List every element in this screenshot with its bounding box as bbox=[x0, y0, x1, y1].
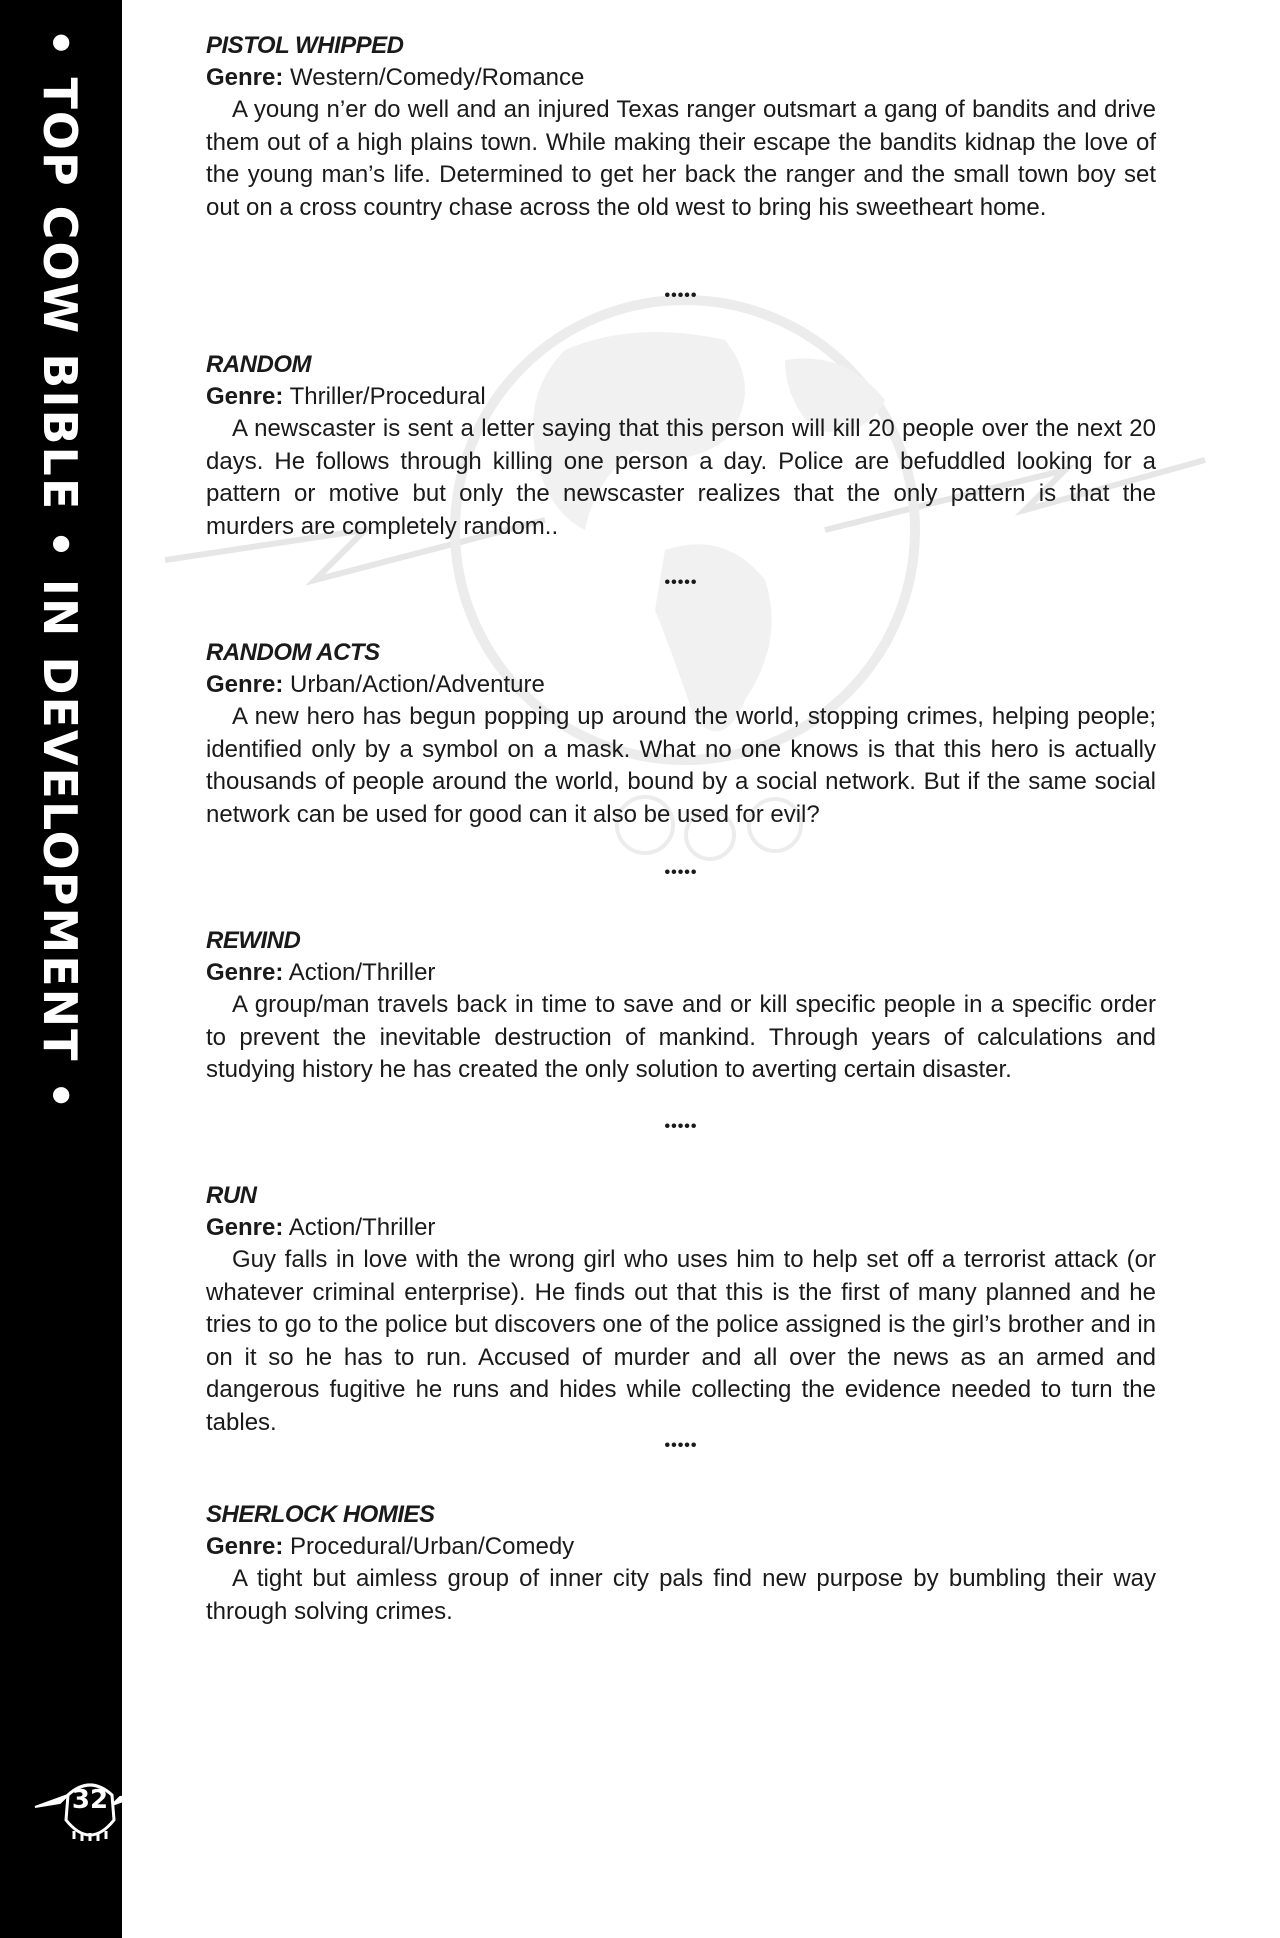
genre-label: Genre: bbox=[206, 1533, 284, 1560]
entry-title: RUN bbox=[206, 1182, 257, 1209]
genre-value: Thriller/Procedural bbox=[289, 383, 486, 410]
genre-label: Genre: bbox=[206, 959, 284, 986]
genre-label: Genre: bbox=[206, 671, 284, 698]
entry-title: RANDOM ACTS bbox=[206, 639, 380, 666]
separator: ••••• bbox=[664, 1118, 698, 1135]
genre-line bbox=[206, 1531, 1156, 1563]
separator: ••••• bbox=[664, 864, 698, 881]
entry-title: SHERLOCK HOMIES bbox=[206, 1501, 435, 1528]
entry-description: A group/man travels back in time to save and or kill specific people in a specific order to prevent the inevitable destruction of mankind. Through years of calculations and studying history he has created the only solution to averting certain disaster. bbox=[206, 991, 1156, 1083]
entry-random-acts bbox=[206, 637, 1156, 831]
entry-rewind bbox=[206, 925, 1156, 1087]
genre-line bbox=[206, 62, 1156, 94]
genre-value: Procedural/Urban/Comedy bbox=[290, 1533, 575, 1560]
genre-label: Genre: bbox=[206, 64, 284, 91]
genre-label: Genre: bbox=[206, 383, 284, 410]
genre-value: Action/Thriller bbox=[288, 1214, 436, 1241]
sidebar bbox=[0, 0, 122, 1938]
entry-description: A newscaster is sent a letter saying that this person will kill 20 people over the next 20 days. He follows through killing one person a day. Police are befuddled looking for a pattern or motive but only the newscaster realizes that the only pattern is that the murders are completely random.. bbox=[206, 415, 1156, 540]
genre-value: Western/Comedy/Romance bbox=[290, 64, 585, 91]
separator: ••••• bbox=[664, 1437, 698, 1454]
page-number: 32 bbox=[71, 1785, 109, 1815]
entry-run bbox=[206, 1180, 1156, 1439]
sidebar-title: • TOP COW BIBLE • IN DEVELOPMENT • bbox=[33, 28, 87, 1112]
entry-sherlock-homies bbox=[206, 1499, 1156, 1628]
genre-line bbox=[206, 669, 1156, 701]
genre-value: Action/Thriller bbox=[288, 959, 436, 986]
genre-value: Urban/Action/Adventure bbox=[290, 671, 545, 698]
entry-description: A young n’er do well and an injured Texas ranger outsmart a gang of bandits and drive them out of a high plains town. While making their escape the bandits kidnap the love of the young man’s life. Determined to get her back the ranger and the small town boy set out on a cross country chase across the old west to bring his sweetheart home. bbox=[206, 96, 1156, 221]
entry-title: REWIND bbox=[206, 927, 301, 954]
entry-description: A tight but aimless group of inner city pals find new purpose by bumbling their way through solving crimes. bbox=[206, 1565, 1156, 1625]
entry-random bbox=[206, 349, 1156, 543]
entry-description: A new hero has begun popping up around the world, stopping crimes, helping people; identified only by a symbol on a mask. What no one knows is that this hero is actually thousands of people around the world, bound by a social network. But if the same social network can be used for good can it also be used for evil? bbox=[206, 703, 1156, 828]
entry-title: RANDOM bbox=[206, 351, 311, 378]
separator: ••••• bbox=[664, 574, 698, 591]
genre-line bbox=[206, 957, 1156, 989]
separator: ••••• bbox=[664, 287, 698, 304]
genre-line bbox=[206, 1212, 1156, 1244]
entry-description: Guy falls in love with the wrong girl who uses him to help set off a terrorist attack (or whatever criminal enterprise). He finds out that this is the first of many planned and he tries to go to the police but discovers one of the police assigned is the girl’s brother and in on it so he has to run. Accused of murder and all over the news as an armed and dangerous fugitive he runs and hides while collecting the evidence needed to turn the tables. bbox=[206, 1246, 1156, 1436]
genre-label: Genre: bbox=[206, 1214, 284, 1241]
entry-title: PISTOL WHIPPED bbox=[206, 32, 404, 59]
entry-pistol-whipped bbox=[206, 30, 1156, 224]
genre-line bbox=[206, 381, 1156, 413]
